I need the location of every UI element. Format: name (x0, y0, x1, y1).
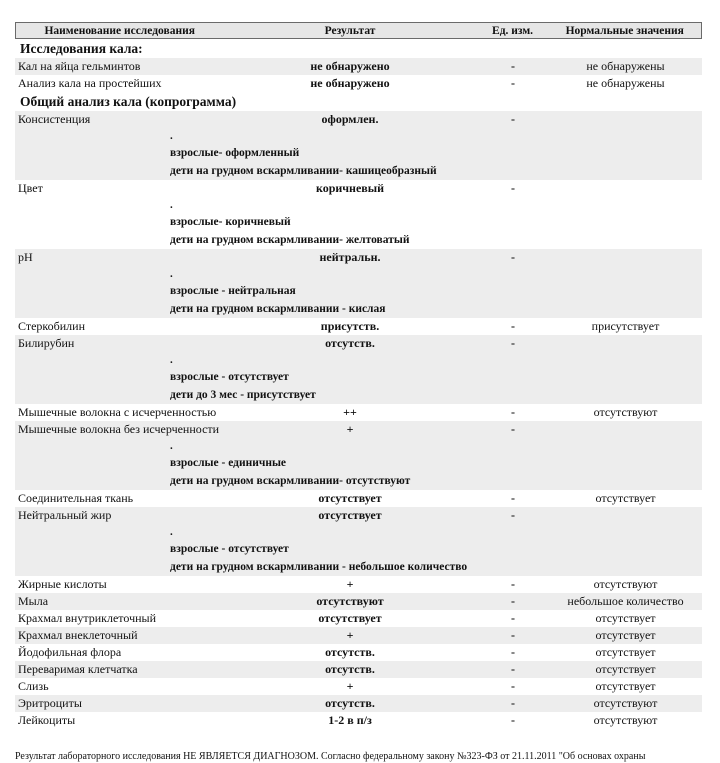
row-name: Переваримая клетчатка (18, 662, 138, 676)
row-result: отсутствует (318, 611, 382, 625)
table-row (15, 593, 702, 610)
row-norm: не обнаружены (586, 59, 665, 73)
note-infant: дети на грудном вскармливании - кислая (170, 302, 386, 315)
row-result: отсутствуют (316, 594, 384, 608)
row-name: Стеркобилин (18, 319, 85, 333)
note-dot: . (170, 440, 173, 452)
row-name: Соединительная ткань (18, 491, 134, 505)
row-norm: отсутствует (595, 645, 656, 659)
row-unit: - (511, 508, 515, 522)
row-result: оформлен. (321, 112, 379, 126)
row-name: Цвет (18, 181, 43, 195)
note-adult: взрослые - единичные (170, 457, 287, 469)
table-row (15, 507, 702, 524)
row-result: + (346, 422, 354, 436)
row-norm: небольшое количество (567, 594, 684, 608)
row-result: нейтральн. (319, 250, 381, 264)
row-unit: - (511, 250, 515, 264)
row-name: Йодофильная флора (18, 645, 122, 659)
row-unit: - (511, 491, 515, 505)
note-dot: . (170, 199, 173, 211)
row-name: Жирные кислоты (18, 577, 107, 591)
header-name: Наименование исследования (44, 25, 195, 37)
row-unit: - (511, 645, 515, 659)
note-dot: . (170, 130, 173, 142)
row-unit: - (511, 679, 515, 693)
row-unit: - (511, 319, 515, 333)
consistency-block (15, 111, 702, 180)
row-name: Мышечные волокна без исчерченности (18, 422, 220, 436)
row-name: Лейкоциты (18, 713, 76, 727)
note-infant: дети до 3 мес - присутствует (170, 388, 316, 401)
note-infant: дети на грудном вскармливании - небольшое количество (170, 560, 468, 573)
tail-rows (15, 576, 702, 729)
row-norm: отсутствует (595, 628, 656, 642)
note-dot: . (170, 354, 173, 366)
section-coprogram-title: Общий анализ кала (копрограмма) (20, 94, 237, 109)
bilirubin-block (15, 335, 702, 404)
table-row (15, 678, 702, 695)
note-dot: . (170, 268, 173, 280)
row-norm (549, 180, 702, 197)
stool-rows (15, 58, 702, 92)
row-norm: отсутствует (595, 662, 656, 676)
section-stool-title: Исследования кала: (20, 41, 143, 56)
row-norm: отсутствуют (593, 696, 658, 710)
row-norm: отсутствуют (593, 713, 658, 727)
row-norm: отсутствуют (593, 405, 658, 419)
table-header (15, 22, 702, 39)
row-unit: - (511, 577, 515, 591)
header-norm: Нормальные значения (565, 25, 684, 37)
table-row (15, 404, 702, 421)
row-name: Крахмал внутриклеточный (18, 611, 157, 625)
row-unit: - (511, 696, 515, 710)
row-result: отсутств. (325, 336, 375, 350)
row-norm (549, 249, 702, 266)
row-unit: - (511, 628, 515, 642)
row-unit: - (511, 336, 515, 350)
ph-block (15, 249, 702, 318)
row-result: отсутствует (318, 491, 382, 505)
row-name: Консистенция (18, 112, 91, 126)
table-row (15, 58, 702, 75)
row-norm (549, 507, 702, 524)
note-dot: . (170, 526, 173, 538)
muscle-fibers-block (15, 421, 702, 490)
table-row (15, 75, 702, 92)
row-result: не обнаружено (310, 59, 390, 73)
row-result: + (346, 577, 354, 591)
table-row (15, 610, 702, 627)
note-infant: дети на грудном вскармливании- отсутствуют (170, 474, 411, 487)
row-norm: отсутствует (595, 491, 656, 505)
row-name: Билирубин (18, 336, 75, 350)
row-unit: - (511, 76, 515, 90)
row-result: 1-2 в п/з (328, 713, 372, 727)
row-result: не обнаружено (310, 76, 390, 90)
row-norm: отсутствует (595, 679, 656, 693)
row-result: отсутствует (318, 508, 382, 522)
note-adult: взрослые - отсутствует (170, 371, 289, 383)
color-block (15, 180, 702, 249)
row-norm (549, 111, 702, 128)
table-row (15, 661, 702, 678)
table-row (15, 490, 702, 507)
header-result: Результат (324, 25, 376, 37)
row-result: присутств. (320, 319, 380, 333)
table-row (15, 335, 702, 352)
row-norm: присутствует (591, 319, 660, 333)
row-norm: не обнаружены (586, 76, 665, 90)
table-row (15, 695, 702, 712)
row-name: Крахмал внеклеточный (18, 628, 138, 642)
row-norm (549, 421, 702, 438)
note-adult: взрослые- оформленный (170, 147, 300, 159)
row-name: pH (18, 250, 33, 264)
row-unit: - (511, 594, 515, 608)
row-result: ++ (343, 405, 357, 419)
table-row (15, 111, 702, 128)
row-norm (549, 335, 702, 352)
header-unit: Ед. изм. (492, 25, 534, 37)
row-result: отсутств. (325, 645, 375, 659)
table-row (15, 421, 702, 438)
note-adult: взрослые - отсутствует (170, 543, 289, 555)
table-row (15, 712, 702, 729)
row-unit: - (511, 181, 515, 195)
table-row (15, 644, 702, 661)
table-row (15, 249, 702, 266)
row-name: Кал на яйца гельминтов (18, 59, 141, 73)
row-name: Слизь (18, 679, 49, 693)
lab-report (15, 22, 702, 729)
row-name: Нейтральный жир (18, 508, 112, 522)
row-name: Эритроциты (18, 696, 82, 710)
row-name: Мыла (18, 594, 49, 608)
note-infant: дети на грудном вскармливании- желтоватый (170, 233, 410, 246)
table-row (15, 180, 702, 197)
table-row (15, 576, 702, 593)
row-unit: - (511, 662, 515, 676)
row-result: отсутств. (325, 696, 375, 710)
row-result: коричневый (315, 181, 385, 195)
row-unit: - (511, 405, 515, 419)
neutral-fat-block (15, 507, 702, 576)
row-result: + (346, 679, 354, 693)
row-unit: - (511, 112, 515, 126)
table-row (15, 627, 702, 644)
row-result: + (346, 628, 354, 642)
row-norm: отсутствуют (593, 577, 658, 591)
row-result: отсутств. (325, 662, 375, 676)
row-unit: - (511, 422, 515, 436)
row-unit: - (511, 59, 515, 73)
table-row (15, 318, 702, 335)
row-name: Мышечные волокна с исчерченностью (18, 405, 217, 419)
row-norm: отсутствует (595, 611, 656, 625)
note-adult: взрослые- коричневый (170, 216, 291, 228)
note-infant: дети на грудном вскармливании- кашицеобразный (170, 164, 437, 177)
row-unit: - (511, 713, 515, 727)
row-name: Анализ кала на простейших (18, 76, 162, 90)
row-unit: - (511, 611, 515, 625)
disclaimer-footer: Результат лабораторного исследования НЕ ЯВЛЯЕТСЯ ДИАГНОЗОМ. Согласно федеральному закону №323-ФЗ от 21.11.2011 "Об основах охраны (15, 751, 646, 762)
note-adult: взрослые - нейтральная (170, 285, 296, 297)
